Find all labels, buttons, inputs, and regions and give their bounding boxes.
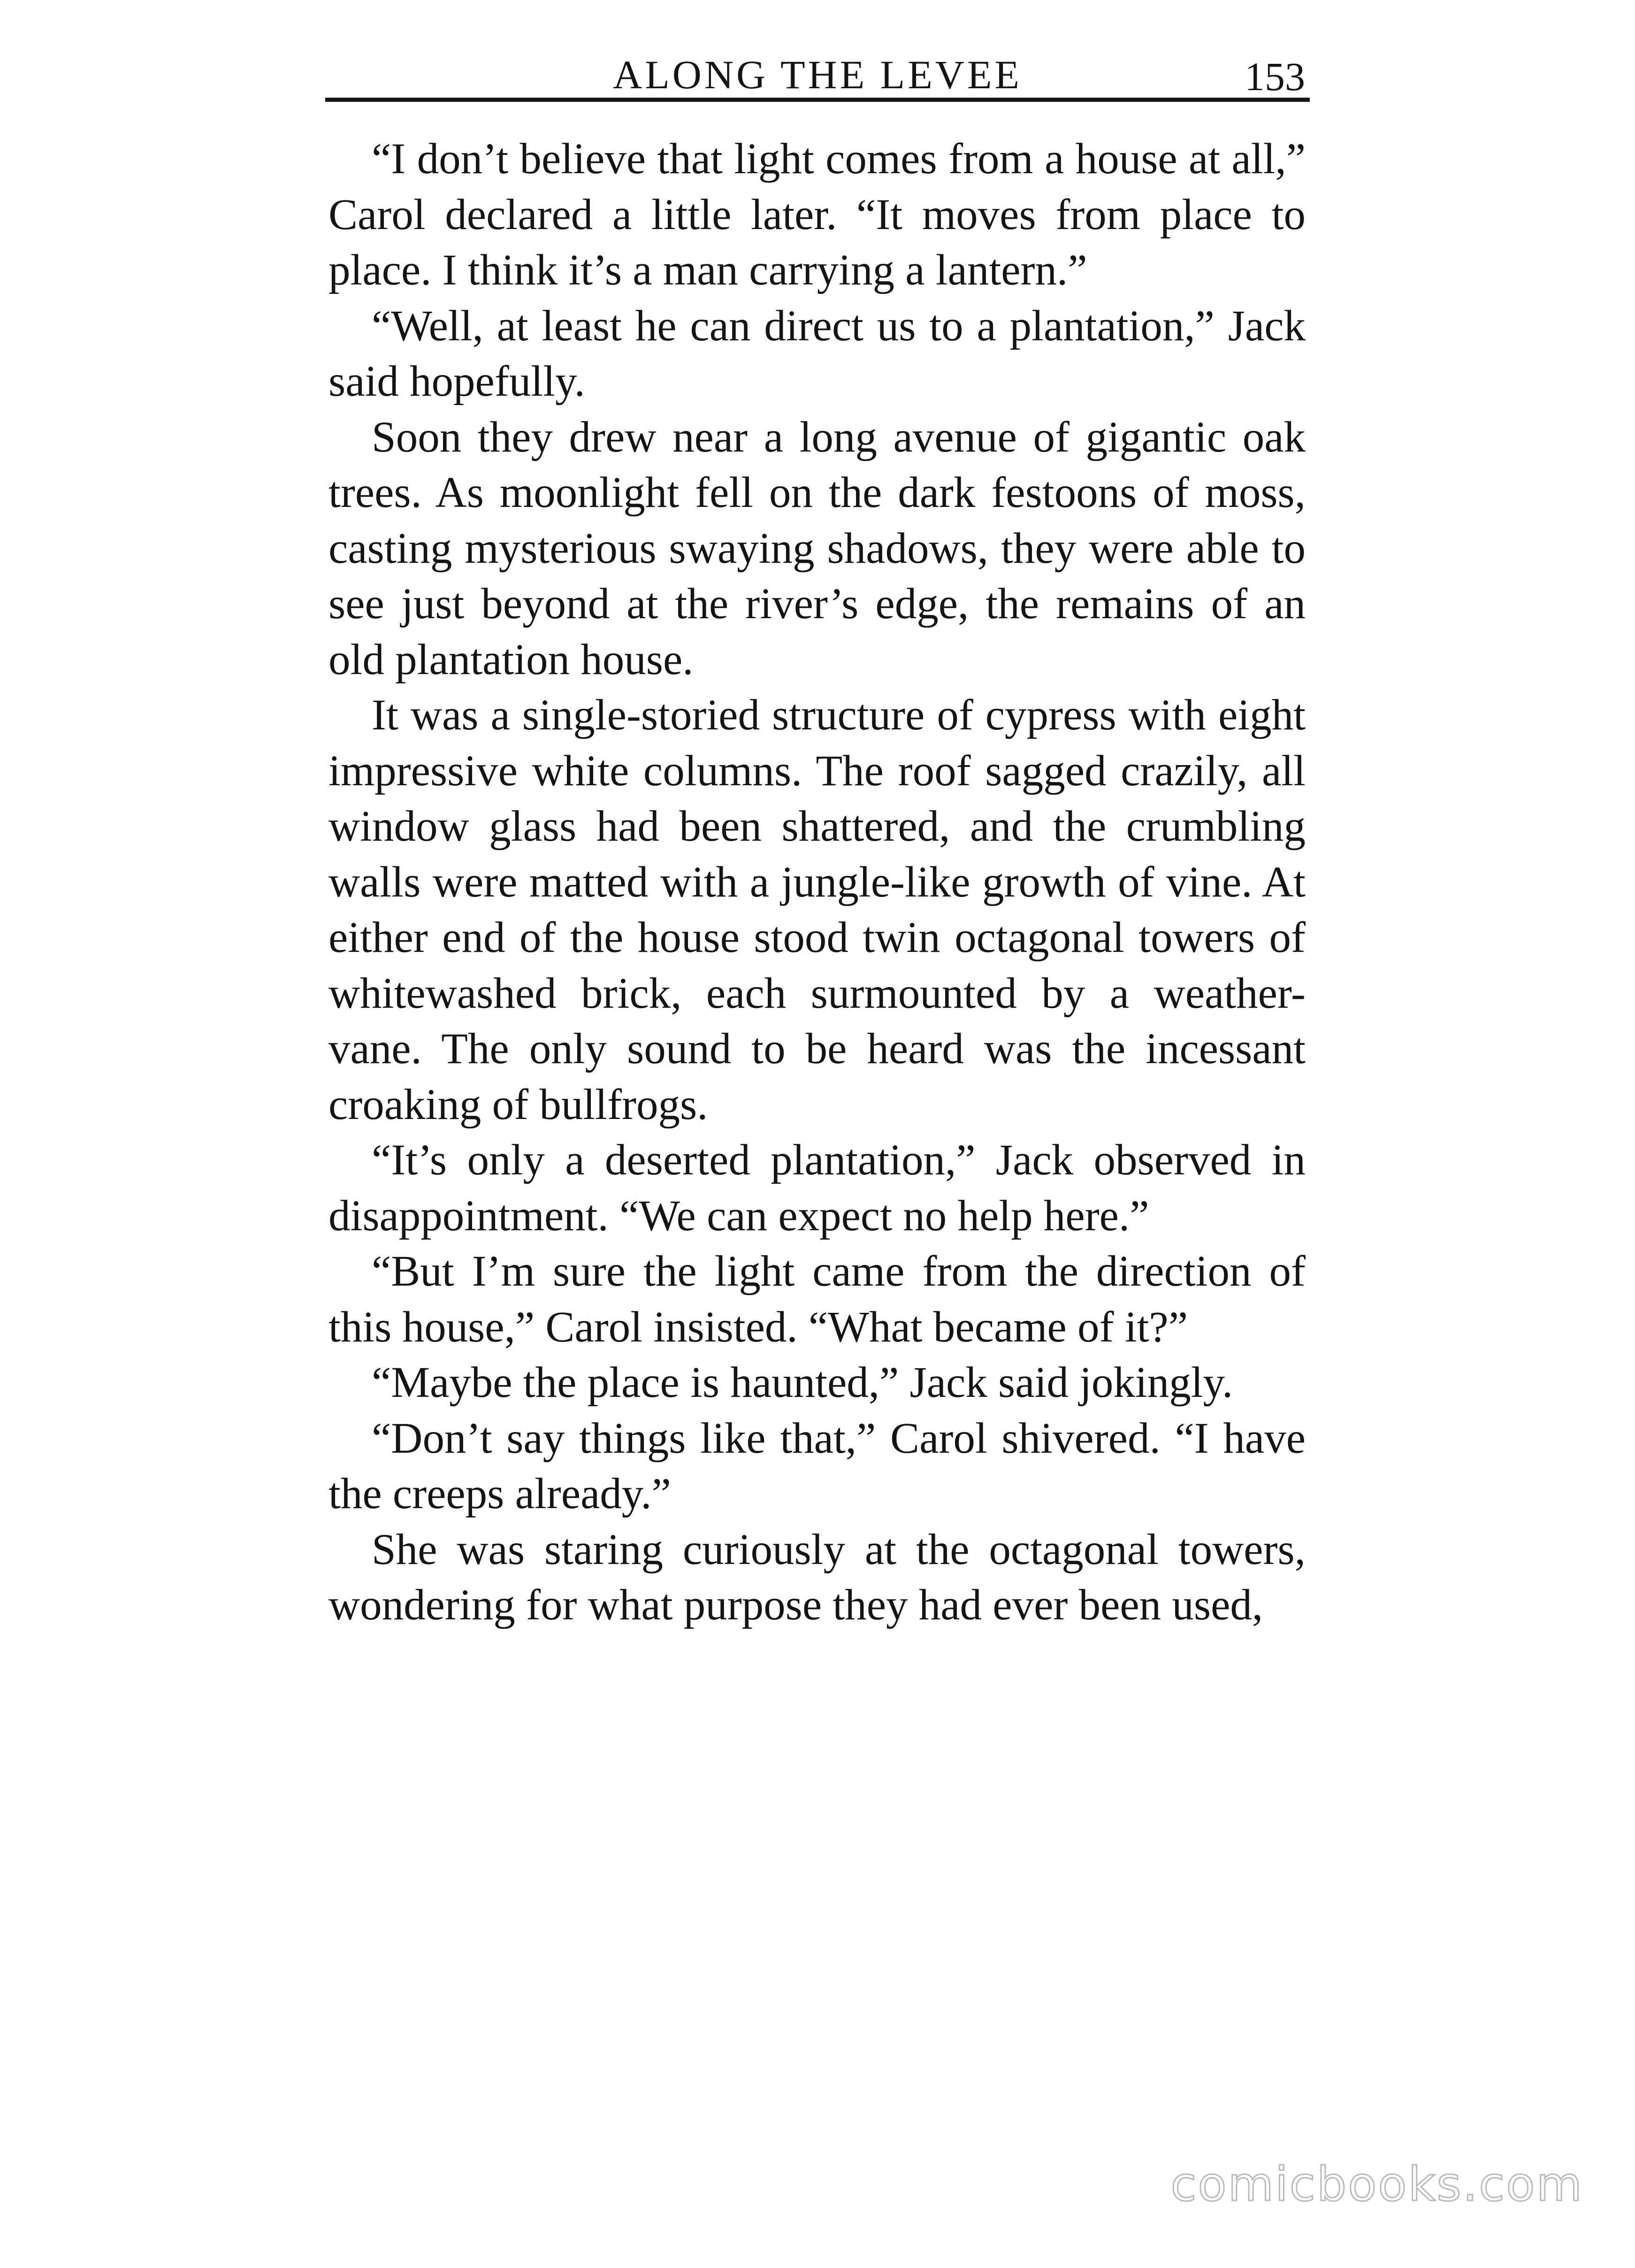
paragraph: “Well, at least he can direct us to a plantation,” Jack said hopefully. — [329, 301, 1306, 406]
body-text — [329, 131, 1306, 1633]
paragraph: “I don’t believe that light comes from a house at all,” Carol declared a little later. “It moves from place to place. I think it’s a man carrying a lantern.” — [329, 135, 1306, 294]
page-number: 153 — [1245, 54, 1305, 99]
paragraph: “But I’m sure the light came from the direction of this house,” Carol insisted. “What became of it?” — [329, 1247, 1306, 1351]
page-header — [325, 45, 1310, 102]
paragraph: “Maybe the place is haunted,” Jack said jokingly. — [372, 1358, 1233, 1407]
paragraph: “It’s only a deserted plantation,” Jack observed in disappointment. “We can expect no help here.” — [329, 1136, 1306, 1240]
paragraph: “Don’t say things like that,” Carol shivered. “I have the creeps already.” — [329, 1414, 1306, 1518]
running-head-title: ALONG THE LEVEE — [613, 52, 1022, 97]
paragraph: It was a single-storied structure of cypress with eight impressive white columns. The roof sagged crazily, all window glass had been shattered, and the crumbling walls were matted with a jungle-like growth of vine. At either end of the house stood twin octagonal towers of whitewashed brick, each surmounted by a weather-vane. The only sound to be heard was the incessant croaking of bullfrogs. — [329, 691, 1306, 1129]
paragraph: Soon they drew near a long avenue of gigantic oak trees. As moonlight fell on the dark festoons of moss, casting mysterious swaying shadows, they were able to see just beyond at the river’s edge, the remains of an old plantation house. — [329, 413, 1306, 684]
paragraph: She was staring curiously at the octagonal towers, wondering for what purpose they had ever been used, — [329, 1525, 1306, 1629]
watermark: comicbooks.com — [1170, 2157, 1583, 2212]
